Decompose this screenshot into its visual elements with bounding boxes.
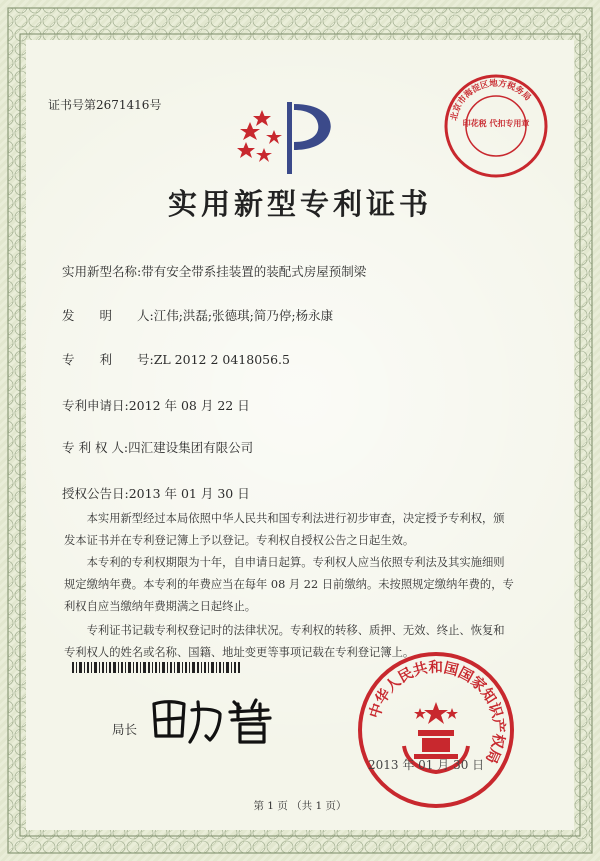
paragraph-line: 专利证书记载专利权登记时的法律状况。专利权的转移、质押、无效、终止、恢复和 — [64, 624, 505, 637]
field-label: 实用新型名称: — [62, 264, 142, 279]
body-paragraph-1 — [64, 508, 505, 552]
paragraph-line: 本专利的专利权期限为十年，自申请日起算。专利权人应当依照专利法及其实施细则 — [64, 556, 505, 569]
field-value: 2012 年 08 月 22 日 — [128, 398, 250, 413]
director-label: 局长 — [112, 722, 138, 737]
state-ipo-seal — [356, 650, 516, 810]
paragraph-line: 专利权人的姓名或名称、国籍、地址变更等事项记载在专利登记簿上。 — [64, 646, 415, 659]
page-number: 第 1 页 （共 1 页） — [253, 800, 347, 812]
svg-text:北京市海淀区地方税务局 — [448, 78, 533, 122]
field-value: 带有安全带系挂装置的装配式房屋预制梁 — [141, 264, 367, 279]
field-utility-name — [62, 262, 366, 280]
body-paragraph-2 — [64, 552, 514, 618]
paragraph-line: 利权自应当缴纳年费期满之日起终止。 — [64, 600, 257, 613]
barcode — [72, 662, 240, 673]
field-patentee — [62, 438, 253, 456]
field-value: ZL 2012 2 0418056.5 — [153, 352, 290, 367]
certificate-title: 实用新型专利证书 — [167, 187, 432, 221]
issue-date: 2013 年 01 月 30 日 — [368, 758, 485, 772]
director-signature — [148, 690, 278, 746]
state-ipo-seal-ring-text: 中华人民共和国国家知识产权局 — [367, 659, 507, 766]
paragraph-line: 规定缴纳年费。本专利的年费应当在每年 08 月 22 日前缴纳。未按照规定缴纳年费的，专 — [64, 578, 514, 591]
field-patent-number — [62, 350, 290, 368]
field-value: 四汇建设集团有限公司 — [128, 440, 254, 455]
tax-seal-ring-text: 北京市海淀区地方税务局 — [449, 78, 533, 122]
field-value: 2013 年 01 月 30 日 — [128, 486, 250, 501]
field-value: 江伟;洪磊;张德琪;简乃停;杨永康 — [153, 308, 334, 323]
certificate-number: 证书号第2671416号 — [48, 98, 162, 112]
field-inventors — [62, 306, 333, 324]
tax-seal-center-text: 印花税 代扣专用章 — [462, 119, 530, 128]
patent-office-logo — [232, 96, 342, 176]
field-application-date — [62, 396, 250, 414]
paragraph-line: 发本证书并在专利登记簿上予以登记。专利权自授权公告之日起生效。 — [64, 534, 415, 547]
field-label: 发 明 人: — [62, 308, 154, 323]
field-label: 专 利 号: — [62, 352, 154, 367]
field-label: 授权公告日: — [62, 486, 129, 501]
tax-seal — [442, 72, 550, 180]
paragraph-line: 本实用新型经过本局依照中华人民共和国专利法进行初步审查，决定授予专利权，颁 — [64, 512, 505, 525]
field-grant-date — [62, 484, 250, 502]
field-label: 专 利 权 人: — [62, 440, 129, 455]
field-label: 专利申请日: — [62, 398, 129, 413]
